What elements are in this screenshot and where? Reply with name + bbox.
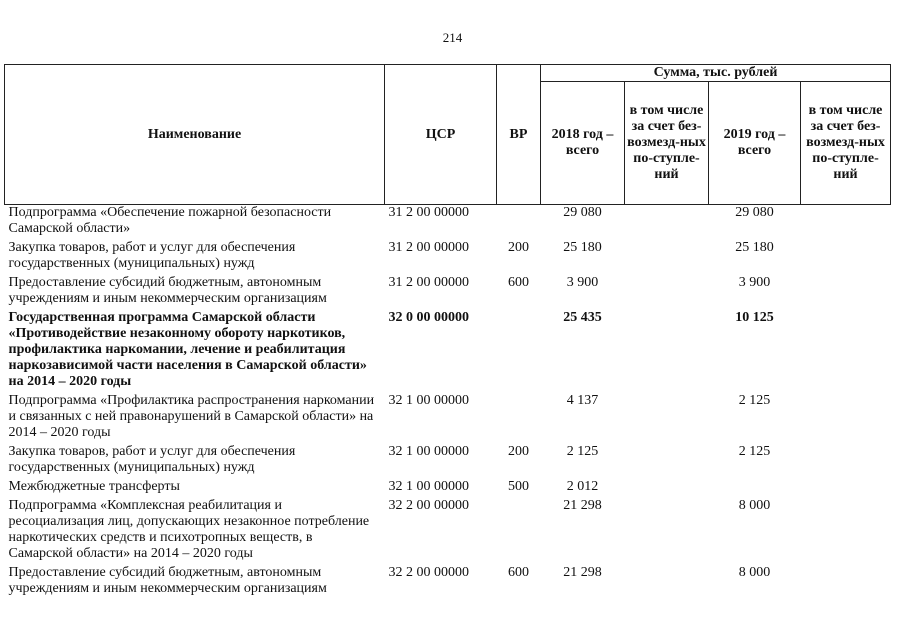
header-vr: ВР <box>497 65 541 205</box>
row-2019-total: 2 125 <box>738 393 771 408</box>
table-row <box>5 498 891 565</box>
row-name: Подпрограмма «Комплексная реабилитация и ресоциализация лиц, допускающих незаконное потребление наркотических средств и психотропных веществ, в Самарской области» на 2014 – 2020 годы <box>8 498 370 561</box>
row-2019-total: 8 000 <box>738 498 771 513</box>
header-2019-grants: в том числе за счет без-возмезд-ных по-ступле-ний <box>801 82 891 205</box>
header-2018-grants: в том числе за счет без-возмезд-ных по-ступле-ний <box>625 82 709 205</box>
row-2018-total: 25 180 <box>563 240 602 255</box>
row-2019-total: 3 900 <box>738 275 771 290</box>
row-2018-grants <box>625 444 709 479</box>
budget-table <box>4 64 891 600</box>
row-2018-total: 4 137 <box>566 393 599 408</box>
row-2018-total: 21 298 <box>563 565 602 580</box>
row-2018-total: 3 900 <box>566 275 599 290</box>
row-2019-total: 8 000 <box>738 565 771 580</box>
row-2018-total: 21 298 <box>563 498 602 513</box>
row-vr <box>497 393 541 444</box>
row-2018-grants <box>625 310 709 393</box>
row-2019-total: 25 180 <box>735 240 774 255</box>
table-body <box>5 205 891 601</box>
page-number: 214 <box>442 30 463 45</box>
row-name: Межбюджетные трансферты <box>8 479 180 494</box>
row-csr: 31 2 00 00000 <box>388 205 469 220</box>
table-row <box>5 393 891 444</box>
header-sum-group: Сумма, тыс. рублей <box>541 65 891 82</box>
header-csr: ЦСР <box>385 65 497 205</box>
header-name: Наименование <box>5 65 385 205</box>
row-name: Предоставление субсидий бюджетным, автономным учреждениям и иным некоммерческим организациям <box>8 565 327 596</box>
header-2018-total: 2018 год – всего <box>541 82 625 205</box>
row-vr <box>497 310 541 393</box>
table-row <box>5 479 891 498</box>
row-2018-total: 2 125 <box>566 444 599 459</box>
row-2018-total: 29 080 <box>563 205 602 220</box>
row-csr: 32 1 00 00000 <box>388 393 469 408</box>
row-2018-grants <box>625 393 709 444</box>
row-2018-grants <box>625 205 709 241</box>
table-row <box>5 240 891 275</box>
row-name: Подпрограмма «Профилактика распространения наркомании и связанных с ней правонарушений в Самарской области» на 2014 – 2020 годы <box>8 393 375 440</box>
row-csr: 32 2 00 00000 <box>388 565 469 580</box>
row-vr: 600 <box>508 565 529 580</box>
row-csr: 31 2 00 00000 <box>388 275 469 290</box>
row-vr: 500 <box>508 479 529 494</box>
row-2018-grants <box>625 565 709 600</box>
row-2018-total: 25 435 <box>563 310 602 325</box>
row-2019-grants <box>801 393 891 444</box>
row-vr: 600 <box>508 275 529 290</box>
row-name: Закупка товаров, работ и услуг для обеспечения государственных (муниципальных) нужд <box>8 240 296 271</box>
row-name: Государственная программа Самарской области «Противодействие незаконному обороту наркотиков, профилактика наркомании, лечение и реабилитация наркозависимой части населения в Самарской области» на 2014 – 2020 годы <box>8 310 367 389</box>
table-header <box>5 65 891 205</box>
row-name: Закупка товаров, работ и услуг для обеспечения государственных (муниципальных) нужд <box>8 444 296 475</box>
row-csr: 32 0 00 00000 <box>388 310 469 325</box>
row-csr: 32 1 00 00000 <box>388 479 469 494</box>
row-2019-grants <box>801 444 891 479</box>
table-row <box>5 205 891 241</box>
row-2019-grants <box>801 205 891 241</box>
row-csr: 31 2 00 00000 <box>388 240 469 255</box>
row-2019-total <box>709 479 801 498</box>
row-2019-grants <box>801 479 891 498</box>
row-2018-grants <box>625 275 709 310</box>
row-vr <box>497 205 541 241</box>
row-vr: 200 <box>508 444 529 459</box>
row-2019-grants <box>801 498 891 565</box>
row-2019-grants <box>801 565 891 600</box>
row-2018-grants <box>625 240 709 275</box>
row-vr <box>497 498 541 565</box>
row-vr: 200 <box>508 240 529 255</box>
header-2019-total: 2019 год – всего <box>709 82 801 205</box>
table-row <box>5 310 891 393</box>
row-csr: 32 1 00 00000 <box>388 444 469 459</box>
table-row <box>5 444 891 479</box>
row-2019-grants <box>801 310 891 393</box>
row-name: Предоставление субсидий бюджетным, автономным учреждениям и иным некоммерческим организациям <box>8 275 327 306</box>
row-name: Подпрограмма «Обеспечение пожарной безопасности Самарской области» <box>8 205 332 236</box>
row-csr: 32 2 00 00000 <box>388 498 469 513</box>
row-2019-total: 2 125 <box>738 444 771 459</box>
row-2019-grants <box>801 275 891 310</box>
row-2019-total: 10 125 <box>735 310 774 325</box>
row-2018-grants <box>625 479 709 498</box>
table-row <box>5 275 891 310</box>
table-row <box>5 565 891 600</box>
row-2019-grants <box>801 240 891 275</box>
row-2018-grants <box>625 498 709 565</box>
row-2018-total: 2 012 <box>566 479 599 494</box>
row-2019-total: 29 080 <box>735 205 774 220</box>
